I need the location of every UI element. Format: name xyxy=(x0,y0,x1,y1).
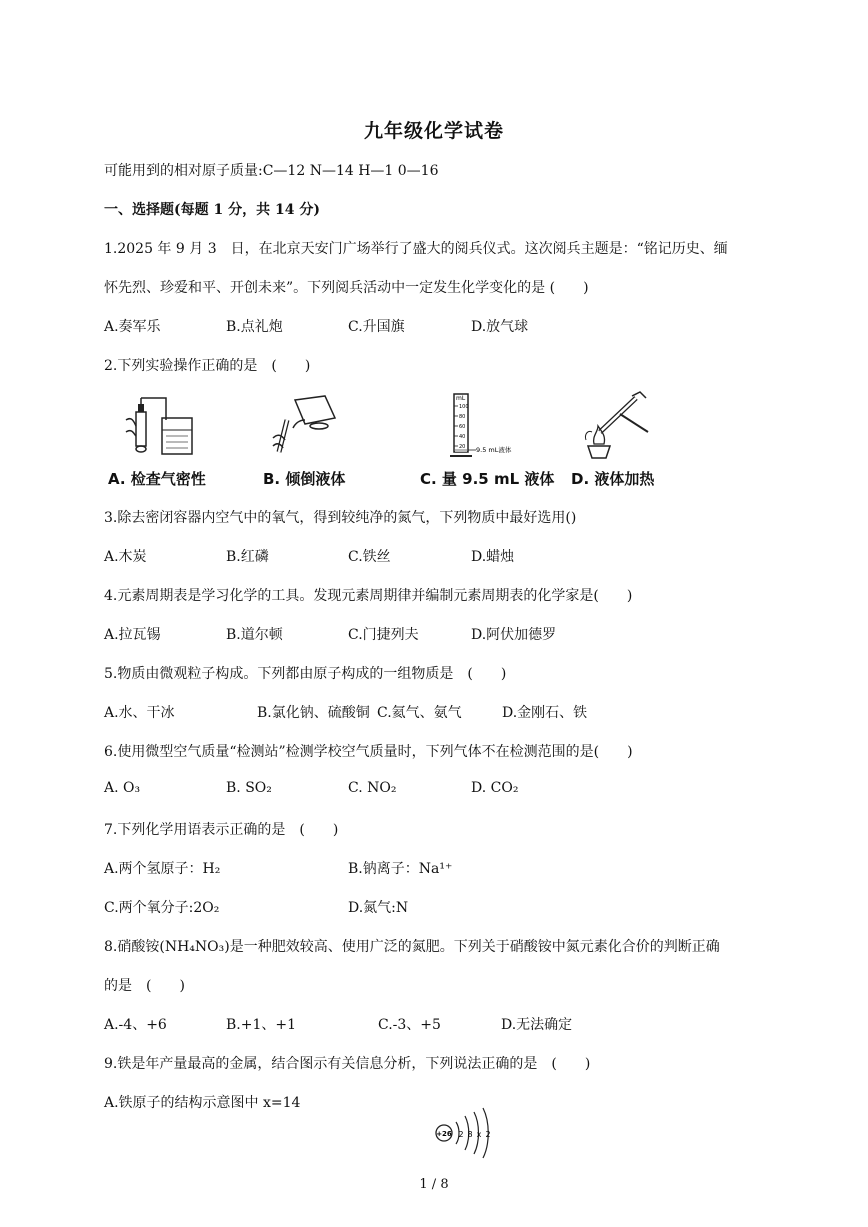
q3-option-c: C.铁丝 xyxy=(348,549,391,565)
q5-stem: 5.物质由微观粒子构成。下列都由原子构成的一组物质是 ( ) xyxy=(104,666,507,682)
figure-label-d: D. 液体加热 xyxy=(571,470,655,488)
q3-option-b: B.红磷 xyxy=(226,549,269,565)
atom-shell-3: x xyxy=(476,1130,482,1139)
q4-option-b: B.道尔顿 xyxy=(226,627,283,643)
q8-option-d: D.无法确定 xyxy=(501,1017,573,1033)
q7-option-d: D.氮气:N xyxy=(348,900,409,916)
heating-liquid-figure xyxy=(580,388,656,462)
q5-option-c: C.氦气、氨气 xyxy=(377,705,462,721)
page-number: 1 / 8 xyxy=(419,1177,449,1192)
q2-stem: 2.下列实验操作正确的是 ( ) xyxy=(104,358,311,374)
q1-option-a: A.奏军乐 xyxy=(104,319,161,335)
q8-option-b: B.+1、+1 xyxy=(226,1017,297,1033)
q4-option-a: A.拉瓦锡 xyxy=(104,627,161,643)
q4-option-d: D.阿伏加德罗 xyxy=(471,627,557,643)
q6-option-d: D. CO₂ xyxy=(471,780,519,796)
q5-option-a: A.水、干冰 xyxy=(104,705,175,721)
airtightness-figure xyxy=(122,392,202,462)
cylinder-mark-80: 80 xyxy=(459,414,466,420)
q6-option-b: B. SO₂ xyxy=(226,780,272,796)
q9-stem: 9.铁是年产量最高的金属，结合图示有关信息分析，下列说法正确的是 ( ) xyxy=(104,1056,591,1072)
q6-option-c: C. NO₂ xyxy=(348,780,397,796)
q8-option-c: C.-3、+5 xyxy=(378,1017,441,1033)
q8-stem-line2: 的是 ( ) xyxy=(104,978,185,994)
q1-option-b: B.点礼炮 xyxy=(226,319,283,335)
atom-shell-4: 2 xyxy=(485,1130,491,1139)
q5-option-b: B.氯化钠、硫酸铜 xyxy=(257,705,370,721)
cylinder-mark-100: 100 xyxy=(459,404,469,410)
q7-option-a: A.两个氢原子：H₂ xyxy=(104,861,221,877)
pouring-liquid-figure xyxy=(265,390,345,462)
q1-stem-line1: 1.2025 年 9 月 3 日，在北京天安门广场举行了盛大的阅兵仪式。这次阅兵主题是：“铭记历史、缅 xyxy=(104,241,728,257)
q9-option-a: A.铁原子的结构示意图中 x=14 xyxy=(104,1095,301,1111)
cylinder-mark-60: 60 xyxy=(459,424,466,430)
q4-option-c: C.门捷列夫 xyxy=(348,627,419,643)
q8-stem-line1: 8.硝酸铵(NH₄NO₃)是一种肥效较高、使用广泛的氮肥。下列关于硝酸铵中氮元素化合价的判断正确 xyxy=(104,939,720,955)
q6-option-a: A. O₃ xyxy=(104,780,141,796)
q3-stem: 3.除去密闭容器内空气中的氧气，得到较纯净的氮气，下列物质中最好选用() xyxy=(104,510,577,526)
q3-option-a: A.木炭 xyxy=(104,549,147,565)
q1-option-c: C.升国旗 xyxy=(348,319,405,335)
q1-stem-line2: 怀先烈、珍爱和平、开创未来”。下列阅兵活动中一定发生化学变化的是 ( ) xyxy=(104,280,589,296)
page-title: 九年级化学试卷 xyxy=(363,120,504,142)
graduated-cylinder-figure xyxy=(448,392,522,460)
q7-option-b: B.钠离子：Na¹⁺ xyxy=(348,861,453,877)
figure-label-a: A. 检查气密性 xyxy=(108,470,206,488)
q8-option-a: A.-4、+6 xyxy=(104,1017,167,1033)
atom-shell-2: 8 xyxy=(467,1130,473,1139)
cylinder-unit: mL xyxy=(456,395,466,402)
atom-shell-1: 2 xyxy=(458,1130,464,1139)
q5-option-d: D.金刚石、铁 xyxy=(502,705,588,721)
q7-option-c: C.两个氧分子:2O₂ xyxy=(104,900,220,916)
cylinder-note: 9.5 mL液体 xyxy=(476,446,512,454)
q6-stem: 6.使用微型空气质量“检测站”检测学校空气质量时，下列气体不在检测范围的是( ) xyxy=(104,744,633,760)
cylinder-mark-20: 20 xyxy=(459,444,466,450)
section-heading: 一、选择题(每题 1 分，共 14 分) xyxy=(104,202,320,218)
atom-nucleus: +26 xyxy=(436,1130,452,1138)
figure-label-b: B. 倾倒液体 xyxy=(263,470,346,488)
q1-option-d: D.放气球 xyxy=(471,319,529,335)
q3-option-d: D.蜡烛 xyxy=(471,549,515,565)
q4-stem: 4.元素周期表是学习化学的工具。发现元素周期律并编制元素周期表的化学家是( ) xyxy=(104,588,633,604)
figure-label-c: C. 量 9.5 mL 液体 xyxy=(420,470,555,488)
iron-atom-structure-diagram xyxy=(432,1104,496,1162)
cylinder-mark-40: 40 xyxy=(459,434,466,440)
atomic-mass-note: 可能用到的相对原子质量:C—12 N—14 H—1 0—16 xyxy=(104,163,439,179)
q7-stem: 7.下列化学用语表示正确的是 ( ) xyxy=(104,822,339,838)
